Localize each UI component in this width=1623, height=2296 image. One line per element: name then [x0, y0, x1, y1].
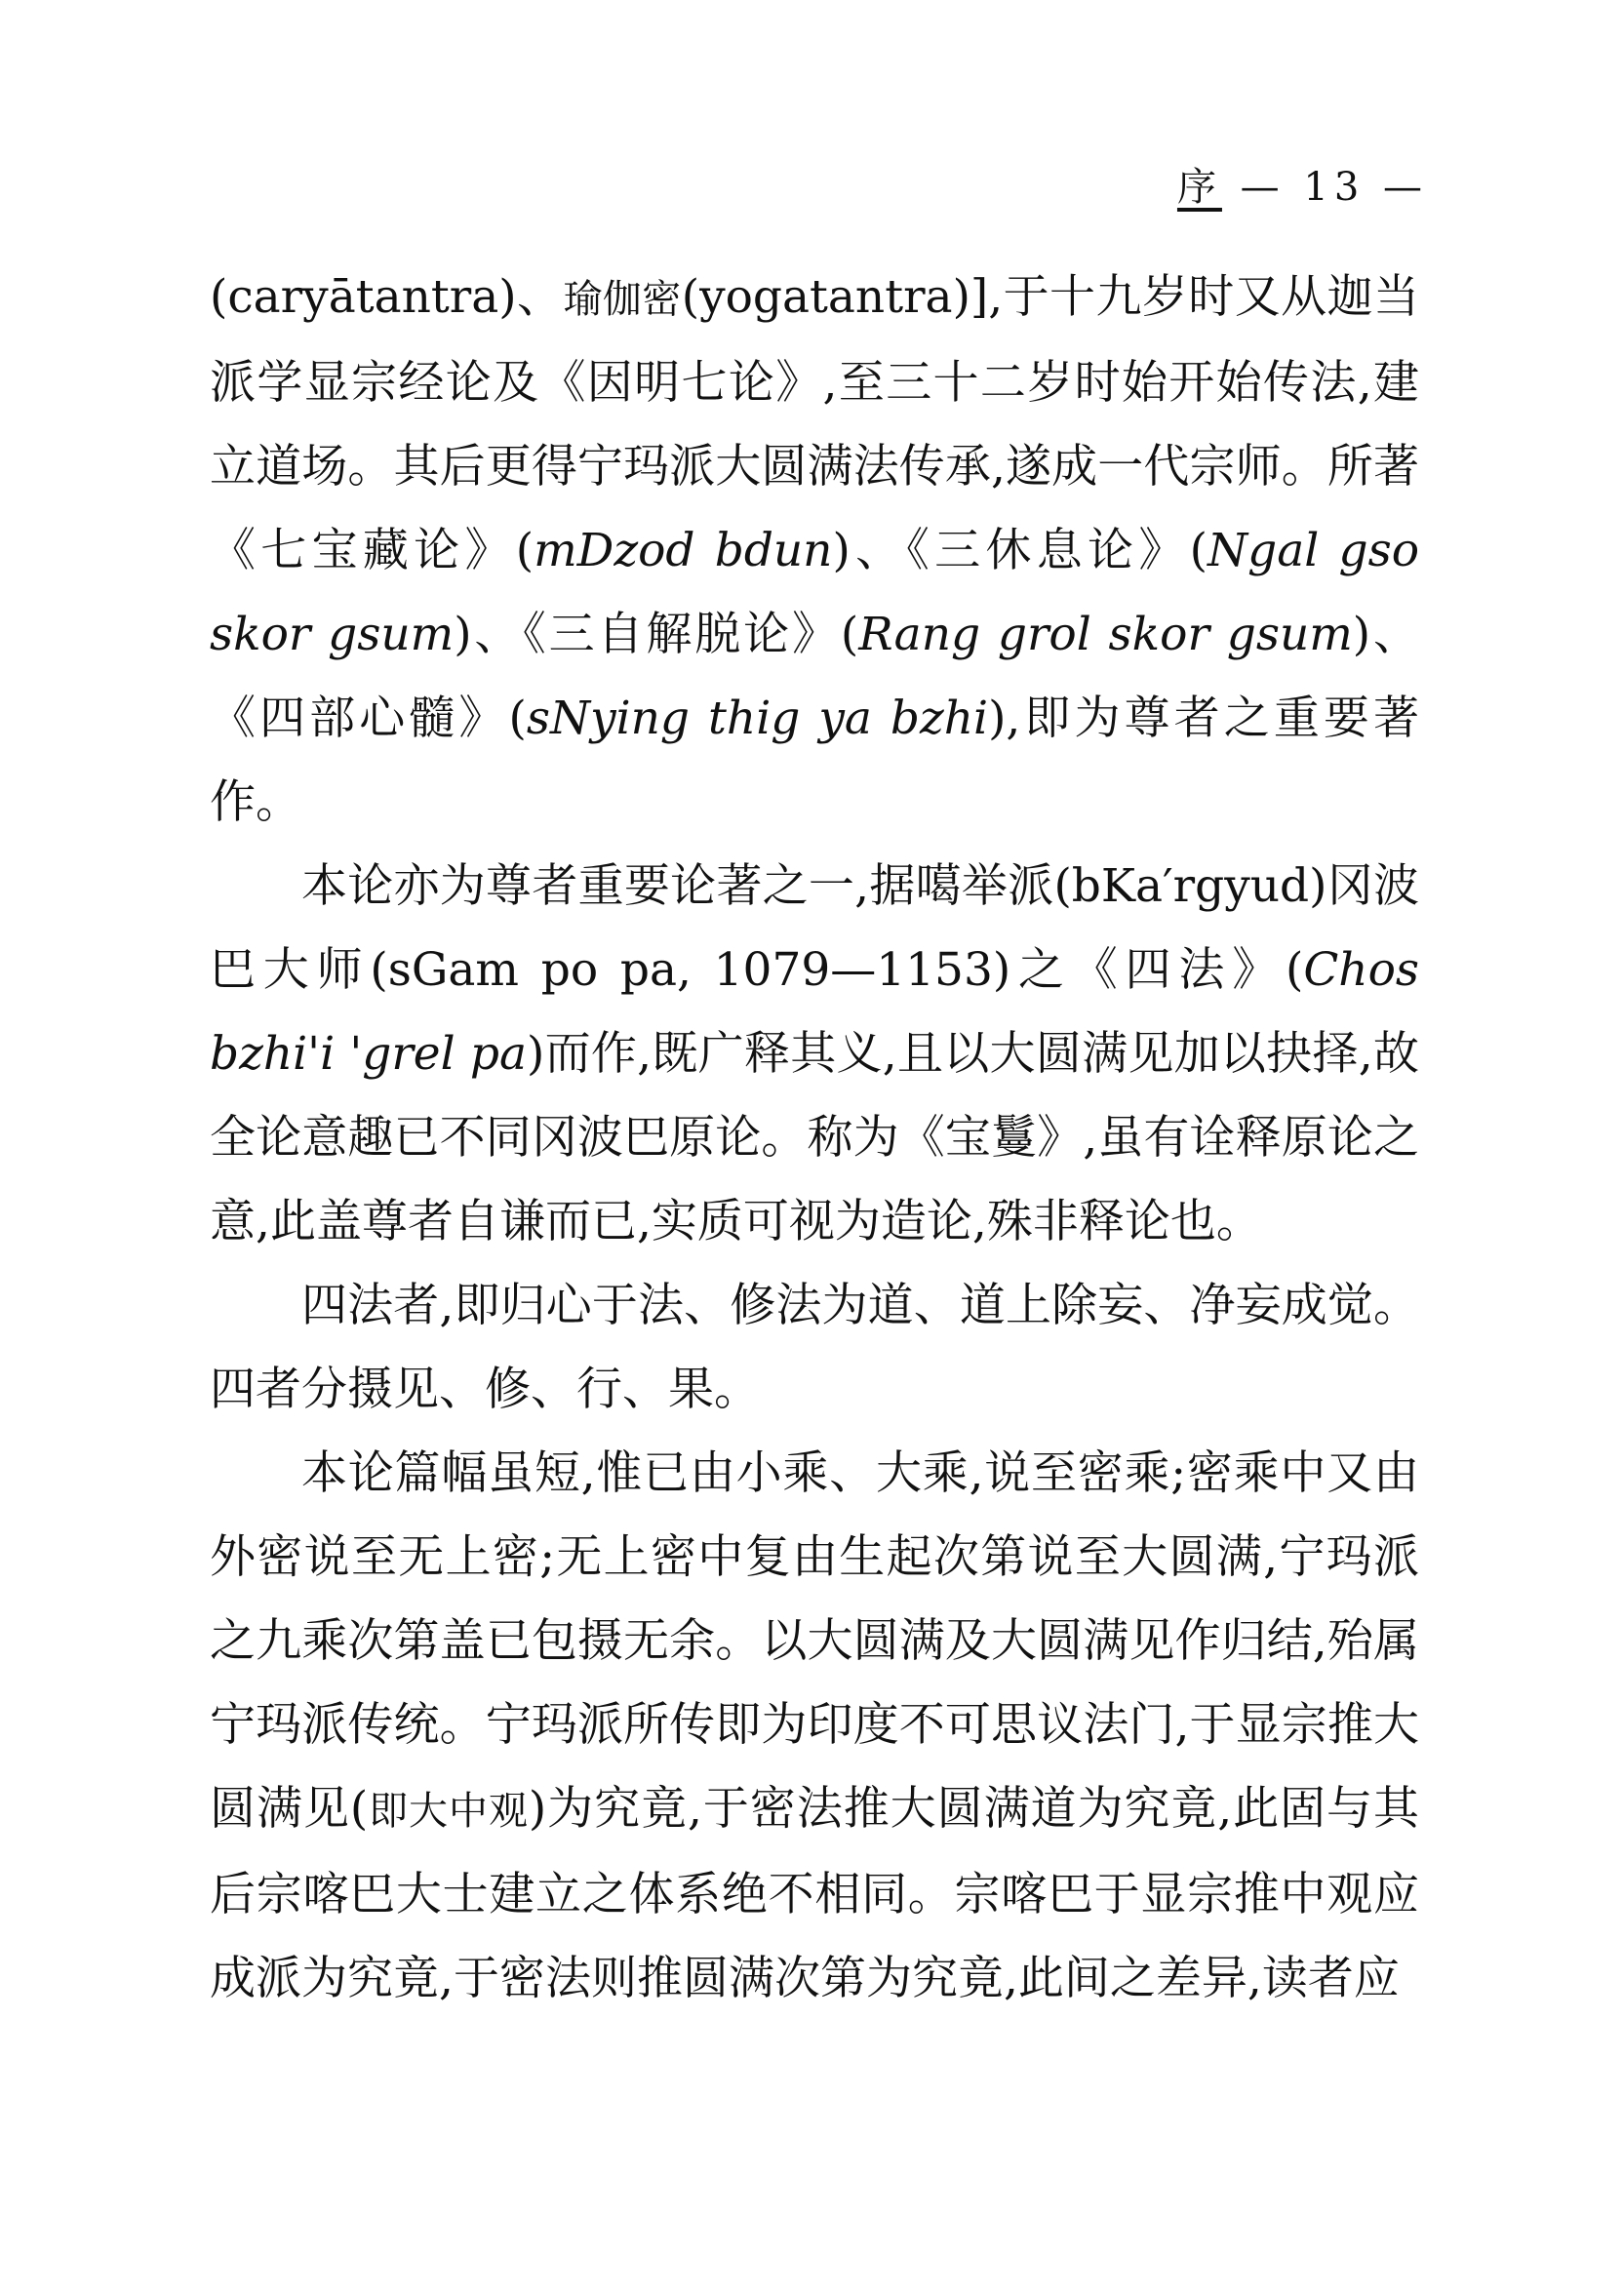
p4-b: 即大中观 [368, 1789, 529, 1834]
p1-i: )、《四部心髓》( [210, 608, 1419, 745]
page-number: — 13 — [1240, 165, 1428, 210]
running-header [1177, 156, 1428, 212]
p1-c: (yogatantra)],于十九岁时又从迦当派学显宗经论及《因明七论》,至三十二岁时始开始传法,建立道场。其后更得宁玛派大圆满法传承,遂成一代宗师。所著《七宝藏论》( [210, 270, 1419, 577]
p4-c: )为究竟,于密法推大圆满道为究竟,此固与其后宗喀巴大士建立之体系绝不相同。宗喀巴于显宗推中观应成派为究竟,于密法则推圆满次第为究竟,此间之差异,读者应 [210, 1782, 1420, 2005]
p4-a: 本论篇幅虽短,惟已由小乘、大乘,说至密乘;密乘中又由外密说至无上密;无上密中复由生起次第说至大圆满,宁玛派之九乘次第盖已包摄无余。以大圆满及大圆满见作归结,殆属宁玛派传统。宁玛派所传即为印度不可思议法门,于显宗推大圆满见( [210, 1446, 1419, 1836]
p1-g: )、《三自解脱论》( [454, 608, 859, 661]
paragraph-1 [210, 256, 1419, 845]
p1-d: mDzod bdun [534, 524, 833, 577]
p1-b: 瑜伽密 [563, 277, 682, 322]
p1-e: )、《三休息论》( [832, 524, 1207, 577]
paragraph-2 [210, 845, 1419, 1264]
p1-f: Ngal gso skor gsum [210, 524, 1419, 661]
p1-j: sNying thig ya bzhi [526, 692, 989, 745]
paragraph-4 [210, 1432, 1419, 2021]
p2-b: Chos bzhi'i 'grel pa [210, 943, 1419, 1081]
p1-h: Rang grol skor gsum [858, 608, 1353, 661]
p1-a: (caryātantra)、 [210, 270, 564, 324]
paragraph-3: 四法者,即归心于法、修法为道、道上除妄、净妄成觉。四者分摄见、修、行、果。 [210, 1279, 1419, 1416]
section-mark: 序 [1176, 165, 1222, 210]
p2-a: 本论亦为尊者重要论著之一,据噶举派(bKa′rgyud)冈波巴大师(sGam po pa, 1079—1153)之《四法》( [210, 859, 1419, 997]
p2-c: )而作,既广释其义,且以大圆满见加以抉择,故全论意趣已不同冈波巴原论。称为《宝鬘》,虽有诠释原论之意,此盖尊者自谦而已,实质可视为造论,殊非释论也。 [210, 1027, 1419, 1248]
p1-k: ),即为尊者之重要著作。 [210, 692, 1419, 829]
text-body [210, 256, 1419, 2021]
